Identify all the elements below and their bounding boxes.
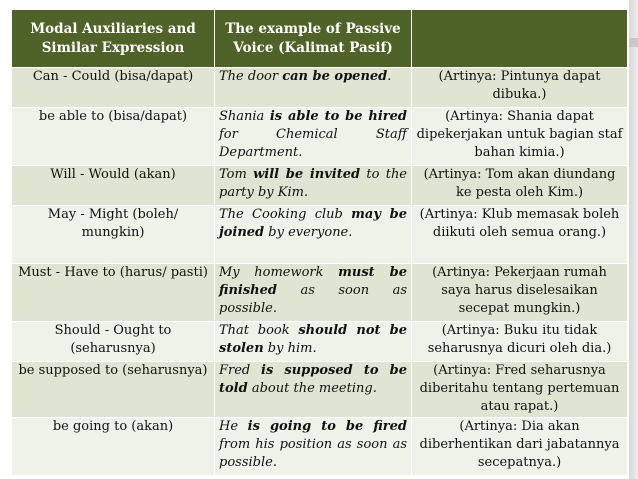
example-cell [215, 166, 412, 206]
modal-cell: Must - Have to (harus/ pasti) [12, 264, 215, 322]
modal-cell: be able to (bisa/dapat) [12, 108, 215, 166]
translation-cell: (Artinya: Tom akan diundang ke pesta oleh Kim.) [412, 166, 628, 206]
example-cell [215, 322, 412, 362]
example-text: to the party by Kim. [219, 167, 408, 200]
passive-phrase: can be opened [282, 69, 388, 84]
passive-phrase: is able to be hired [269, 109, 407, 124]
translation-cell: (Artinya: Dia akan diberhentikan dari jabatannya secepatnya.) [412, 418, 628, 476]
header-translation [412, 10, 628, 68]
modal-cell: be supposed to (seharusnya) [12, 362, 215, 418]
example-text: by him. [263, 341, 317, 356]
table-row [12, 418, 628, 476]
header-example: The example of Passive Voice (Kalimat Pasif) [215, 10, 412, 68]
table-row [12, 322, 628, 362]
example-text: The Cooking club [219, 207, 352, 222]
passive-phrase: should not be stolen [219, 323, 408, 356]
slide-edge-bar [629, 0, 638, 479]
table-row [12, 206, 628, 264]
passive-phrase: is supposed to be told [219, 363, 407, 396]
modal-cell: Will - Would (akan) [12, 166, 215, 206]
header-modal: Modal Auxiliaries and Similar Expression [12, 10, 215, 68]
table-row [12, 68, 628, 108]
modal-passive-table [11, 9, 628, 476]
modal-cell: be going to (akan) [12, 418, 215, 476]
example-cell [215, 68, 412, 108]
translation-cell: (Artinya: Pekerjaan rumah saya harus diselesaikan secepat mungkin.) [412, 264, 628, 322]
modal-cell: Should - Ought to (seharusnya) [12, 322, 215, 362]
modal-cell: Can - Could (bisa/dapat) [12, 68, 215, 108]
translation-cell: (Artinya: Buku itu tidak seharusnya dicuri oleh dia.) [412, 322, 628, 362]
example-text: My homework [219, 265, 339, 280]
table-row [12, 264, 628, 322]
table-row [12, 108, 628, 166]
passive-phrase: may be joined [219, 207, 407, 240]
table-row [12, 166, 628, 206]
example-text: as soon as possible. [219, 283, 407, 316]
example-text: Tom [219, 167, 254, 182]
translation-cell: (Artinya: Shania dapat dipekerjakan untuk bagian staf bahan kimia.) [412, 108, 628, 166]
passive-phrase: must be finished [219, 265, 408, 298]
passive-phrase: is going to be fired [247, 419, 407, 434]
example-cell [215, 418, 412, 476]
translation-cell: (Artinya: Klub memasak boleh diikuti oleh semua orang.) [412, 206, 628, 264]
example-cell [215, 108, 412, 166]
example-text: He [219, 419, 248, 434]
translation-cell: (Artinya: Pintunya dapat dibuka.) [412, 68, 628, 108]
example-cell [215, 264, 412, 322]
translation-cell: (Artinya: Fred seharusnya diberitahu tentang pertemuan atau rapat.) [412, 362, 628, 418]
passive-phrase: will be invited [253, 167, 361, 182]
example-text: That book [219, 323, 299, 338]
example-text: Fred [219, 363, 261, 378]
example-cell [215, 362, 412, 418]
modal-cell: May - Might (boleh/ mungkin) [12, 206, 215, 264]
example-text: . [387, 69, 392, 84]
table-header-row [12, 10, 628, 68]
example-text: Shania [219, 109, 270, 124]
example-text: from his position as soon as possible. [219, 437, 407, 470]
example-cell [215, 206, 412, 264]
slide-edge-marker [629, 38, 638, 47]
example-text: The door [219, 69, 283, 84]
example-text: by everyone. [264, 225, 353, 240]
example-text: for Chemical Staff Department. [219, 127, 407, 160]
table-row [12, 362, 628, 418]
example-text: about the meeting. [247, 381, 377, 396]
